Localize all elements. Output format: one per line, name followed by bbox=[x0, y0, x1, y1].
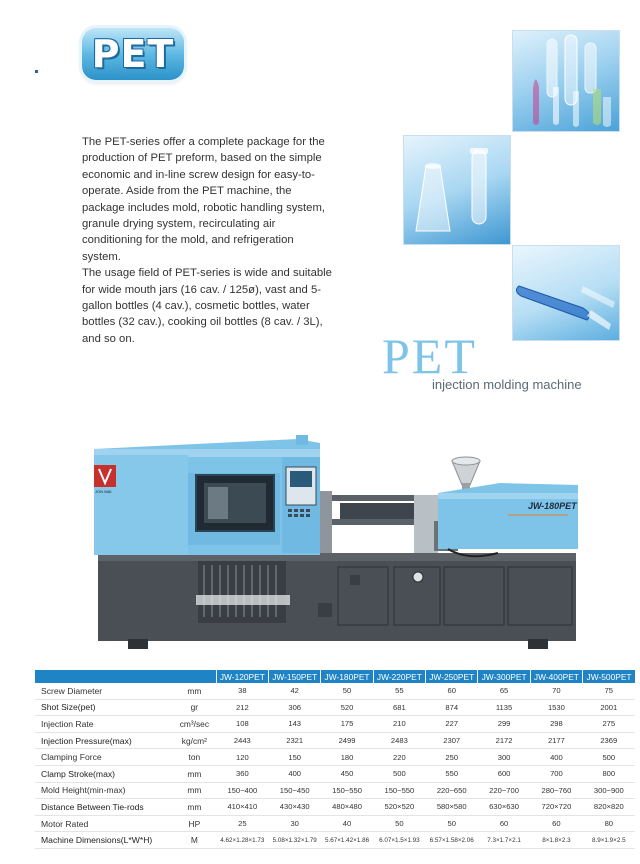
tube-preform-image bbox=[513, 246, 619, 340]
row-unit: mm bbox=[173, 782, 217, 799]
table-cell: 430×430 bbox=[269, 799, 321, 816]
machine-model-label: JW-180PET bbox=[528, 501, 577, 511]
table-row bbox=[35, 832, 635, 849]
table-cell: 250 bbox=[426, 749, 478, 766]
table-cell: 220~700 bbox=[478, 782, 530, 799]
table-row bbox=[35, 683, 635, 699]
row-label: Injection Rate bbox=[35, 716, 173, 733]
table-cell: 520 bbox=[321, 699, 373, 716]
table-cell: 275 bbox=[583, 716, 635, 733]
table-cell: 720×720 bbox=[530, 799, 582, 816]
table-cell: 360 bbox=[216, 765, 268, 782]
table-cell: 800 bbox=[583, 765, 635, 782]
table-cell: 65 bbox=[478, 683, 530, 699]
preform-photo-3 bbox=[512, 245, 620, 341]
table-cell: 580×580 bbox=[426, 799, 478, 816]
table-cell: 299 bbox=[478, 716, 530, 733]
table-cell: 1135 bbox=[478, 699, 530, 716]
table-cell: 8.9×1.9×2.5 bbox=[583, 832, 635, 849]
table-cell: 681 bbox=[373, 699, 425, 716]
row-unit: kg/cm² bbox=[173, 732, 217, 749]
decorative-dot bbox=[35, 70, 38, 73]
row-label: Injection Pressure(max) bbox=[35, 732, 173, 749]
pet-logo-text: PET bbox=[91, 32, 175, 76]
table-cell: 300~900 bbox=[583, 782, 635, 799]
table-cell: 2443 bbox=[216, 732, 268, 749]
row-label: Screw Diameter bbox=[35, 683, 173, 699]
table-cell: 2483 bbox=[373, 732, 425, 749]
table-cell: 60 bbox=[530, 815, 582, 832]
table-row bbox=[35, 732, 635, 749]
table-cell: 50 bbox=[321, 683, 373, 699]
table-header-row bbox=[35, 670, 635, 683]
intro-paragraph-1: The PET-series offer a complete package for the production of PET preform, based on the simple economic and in-line screw design for easy-to-operate. Aside from the PET machine, the package includes mold, robotic handling system, granule drying system, recirculating air conditioning for the mold, and refrigeration system. bbox=[82, 136, 326, 263]
table-row bbox=[35, 716, 635, 733]
table-cell: 80 bbox=[583, 815, 635, 832]
table-row bbox=[35, 799, 635, 816]
table-cell: 306 bbox=[269, 699, 321, 716]
table-cell: 6.07×1.5×1.93 bbox=[373, 832, 425, 849]
row-unit: mm bbox=[173, 799, 217, 816]
table-cell: 820×820 bbox=[583, 799, 635, 816]
table-cell: 450 bbox=[321, 765, 373, 782]
header-blank-unit bbox=[173, 670, 217, 683]
table-cell: 2369 bbox=[583, 732, 635, 749]
row-unit: ton bbox=[173, 749, 217, 766]
row-label: Shot Size(pet) bbox=[35, 699, 173, 716]
table-cell: 4.62×1.28×1.73 bbox=[216, 832, 268, 849]
model-header: JW-400PET bbox=[530, 670, 582, 683]
table-cell: 55 bbox=[373, 683, 425, 699]
table-cell: 400 bbox=[269, 765, 321, 782]
preform-photo-1 bbox=[512, 30, 620, 132]
table-cell: 143 bbox=[269, 716, 321, 733]
machine-image bbox=[88, 425, 588, 660]
table-row bbox=[35, 765, 635, 782]
table-cell: 400 bbox=[530, 749, 582, 766]
row-unit: cm³/sec bbox=[173, 716, 217, 733]
table-row bbox=[35, 699, 635, 716]
table-cell: 700 bbox=[530, 765, 582, 782]
table-cell: 600 bbox=[478, 765, 530, 782]
table-cell: 500 bbox=[583, 749, 635, 766]
specifications-table bbox=[35, 670, 635, 849]
table-cell: 60 bbox=[478, 815, 530, 832]
table-cell: 50 bbox=[426, 815, 478, 832]
table-cell: 60 bbox=[426, 683, 478, 699]
row-unit: mm bbox=[173, 765, 217, 782]
table-row bbox=[35, 749, 635, 766]
header-blank-label bbox=[35, 670, 173, 683]
machine-brand-label: JON WAI bbox=[95, 489, 112, 494]
preforms-image bbox=[513, 31, 619, 131]
table-cell: 520×520 bbox=[373, 799, 425, 816]
intro-text bbox=[82, 134, 332, 347]
table-cell: 180 bbox=[321, 749, 373, 766]
table-cell: 220~650 bbox=[426, 782, 478, 799]
row-unit: M bbox=[173, 832, 217, 849]
table-cell: 1530 bbox=[530, 699, 582, 716]
product-title: PET bbox=[382, 328, 477, 384]
table-cell: 2499 bbox=[321, 732, 373, 749]
table-cell: 2307 bbox=[426, 732, 478, 749]
row-label: Mold Height(min-max) bbox=[35, 782, 173, 799]
row-label: Clamping Force bbox=[35, 749, 173, 766]
table-cell: 227 bbox=[426, 716, 478, 733]
table-row bbox=[35, 782, 635, 799]
table-cell: 150~550 bbox=[321, 782, 373, 799]
model-header: JW-220PET bbox=[373, 670, 425, 683]
model-header: JW-150PET bbox=[269, 670, 321, 683]
model-header: JW-500PET bbox=[583, 670, 635, 683]
table-cell: 550 bbox=[426, 765, 478, 782]
table-cell: 300 bbox=[478, 749, 530, 766]
intro-paragraph-2: The usage field of PET-series is wide and suitable for wide mouth jars (16 cav. / 125ø), vast and 5-gallon bottles (4 cav.), cosmetic bottles, water bottles (32 cav.), cooking oil bottles (8 cav. / 3L), and so on. bbox=[82, 267, 332, 345]
table-cell: 150~550 bbox=[373, 782, 425, 799]
model-header: JW-180PET bbox=[321, 670, 373, 683]
jars-image bbox=[404, 136, 510, 244]
table-cell: 2321 bbox=[269, 732, 321, 749]
table-cell: 212 bbox=[216, 699, 268, 716]
table-cell: 150 bbox=[269, 749, 321, 766]
row-label: Machine Dimensions(L*W*H) bbox=[35, 832, 173, 849]
table-cell: 630×630 bbox=[478, 799, 530, 816]
table-cell: 210 bbox=[373, 716, 425, 733]
model-header: JW-300PET bbox=[478, 670, 530, 683]
model-header: JW-120PET bbox=[216, 670, 268, 683]
table-cell: 500 bbox=[373, 765, 425, 782]
table-cell: 75 bbox=[583, 683, 635, 699]
table-cell: 175 bbox=[321, 716, 373, 733]
table-cell: 38 bbox=[216, 683, 268, 699]
table-cell: 5.08×1.32×1.79 bbox=[269, 832, 321, 849]
row-unit: mm bbox=[173, 683, 217, 699]
row-unit: HP bbox=[173, 815, 217, 832]
product-subtitle: injection molding machine bbox=[432, 377, 582, 392]
table-cell: 6.57×1.58×2.06 bbox=[426, 832, 478, 849]
table-cell: 70 bbox=[530, 683, 582, 699]
table-cell: 2172 bbox=[478, 732, 530, 749]
model-header: JW-250PET bbox=[426, 670, 478, 683]
table-cell: 120 bbox=[216, 749, 268, 766]
table-cell: 108 bbox=[216, 716, 268, 733]
table-cell: 25 bbox=[216, 815, 268, 832]
injection-molding-machine-illustration bbox=[88, 425, 588, 665]
table-cell: 2177 bbox=[530, 732, 582, 749]
table-cell: 298 bbox=[530, 716, 582, 733]
table-cell: 40 bbox=[321, 815, 373, 832]
table-cell: 50 bbox=[373, 815, 425, 832]
table-cell: 280~760 bbox=[530, 782, 582, 799]
table-cell: 2001 bbox=[583, 699, 635, 716]
row-label: Motor Rated bbox=[35, 815, 173, 832]
table-cell: 5.67×1.42×1.86 bbox=[321, 832, 373, 849]
preform-photo-2 bbox=[403, 135, 511, 245]
row-label: Distance Between Tie-rods bbox=[35, 799, 173, 816]
table-cell: 42 bbox=[269, 683, 321, 699]
table-cell: 220 bbox=[373, 749, 425, 766]
table-row bbox=[35, 815, 635, 832]
table-cell: 480×480 bbox=[321, 799, 373, 816]
table-cell: 410×410 bbox=[216, 799, 268, 816]
table-cell: 150~450 bbox=[269, 782, 321, 799]
table-cell: 150~400 bbox=[216, 782, 268, 799]
pet-logo-badge bbox=[82, 28, 184, 80]
table-cell: 874 bbox=[426, 699, 478, 716]
row-label: Clamp Stroke(max) bbox=[35, 765, 173, 782]
table-cell: 8×1.8×2.3 bbox=[530, 832, 582, 849]
table-cell: 7.3×1.7×2.1 bbox=[478, 832, 530, 849]
row-unit: gr bbox=[173, 699, 217, 716]
table-cell: 30 bbox=[269, 815, 321, 832]
